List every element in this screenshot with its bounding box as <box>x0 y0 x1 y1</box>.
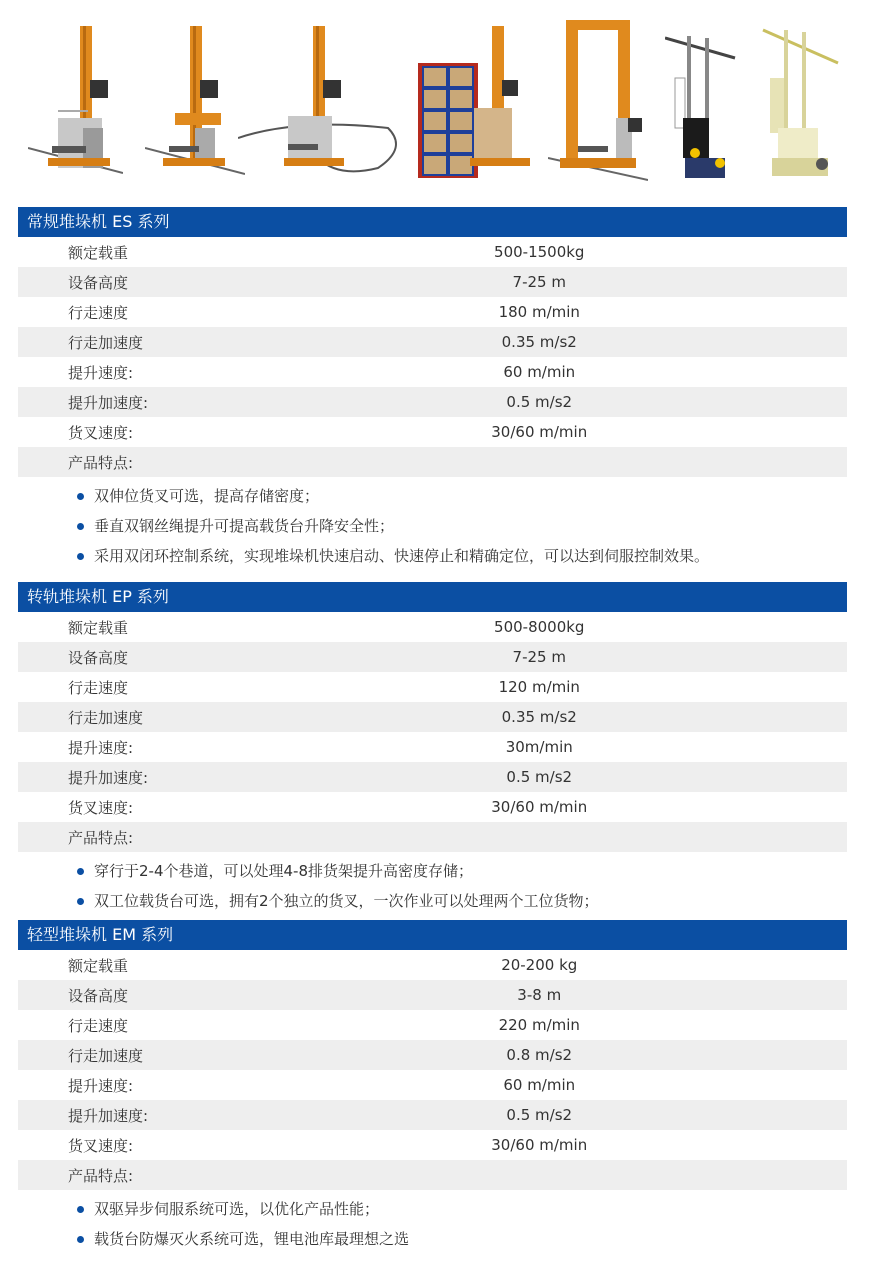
feature-item <box>18 1194 847 1224</box>
spec-value: 7-25 m <box>512 273 566 291</box>
spec-value: 20-200 kg <box>501 956 578 974</box>
spec-value: 0.5 m/s2 <box>506 1106 573 1124</box>
spec-label: 货叉速度: <box>68 1136 134 1155</box>
section-title: 转轨堆垛机 EP 系列 <box>18 582 847 612</box>
spec-row <box>18 612 847 642</box>
stacker-with-rack-image <box>418 18 546 198</box>
spec-row <box>18 237 847 267</box>
spec-label: 设备高度 <box>68 986 129 1005</box>
spec-label: 提升加速度: <box>68 1106 149 1125</box>
es-stacker-image <box>28 18 123 198</box>
section-em-series <box>18 920 847 1254</box>
spec-value: 500-1500kg <box>494 243 585 261</box>
spec-row <box>18 357 847 387</box>
spec-label: 产品特点: <box>68 828 134 847</box>
feature-text: 采用双闭环控制系统，实现堆垛机快速启动、快速停止和精确定位，可以达到伺服控制效果。 <box>94 547 710 565</box>
spec-row <box>18 950 847 980</box>
spec-label: 额定载重 <box>68 956 129 975</box>
spec-label: 产品特点: <box>68 453 134 472</box>
spec-value: 30m/min <box>505 738 573 756</box>
spec-value: 60 m/min <box>503 363 576 381</box>
feature-item <box>18 541 847 571</box>
spec-value: 30/60 m/min <box>491 423 588 441</box>
spec-label: 设备高度 <box>68 273 129 292</box>
spec-value: 30/60 m/min <box>491 1136 588 1154</box>
spec-row <box>18 702 847 732</box>
spec-row <box>18 762 847 792</box>
spec-value: 180 m/min <box>498 303 580 321</box>
spec-row <box>18 267 847 297</box>
spec-value: 60 m/min <box>503 1076 576 1094</box>
feature-text: 双伸位货叉可选，提高存储密度； <box>94 487 320 505</box>
spec-label: 行走速度 <box>68 678 129 697</box>
spec-label: 提升速度: <box>68 363 134 382</box>
spec-value: 220 m/min <box>498 1016 580 1034</box>
feature-list <box>18 481 847 571</box>
spec-row <box>18 980 847 1010</box>
spec-value: 3-8 m <box>517 986 562 1004</box>
spec-label: 额定载重 <box>68 243 129 262</box>
spec-value: 500-8000kg <box>494 618 585 636</box>
feature-item <box>18 481 847 511</box>
spec-row <box>18 1040 847 1070</box>
es-stacker-fork-image <box>145 18 245 198</box>
spec-row <box>18 1070 847 1100</box>
section-ep-series <box>18 582 847 916</box>
ep-curved-rail-stacker-image <box>238 18 403 198</box>
spec-label: 行走加速度 <box>68 708 144 727</box>
spec-value: 30/60 m/min <box>491 798 588 816</box>
section-title: 轻型堆垛机 EM 系列 <box>18 920 847 950</box>
spec-row <box>18 732 847 762</box>
spec-label: 货叉速度: <box>68 798 134 817</box>
light-stacker-white-image <box>758 18 846 198</box>
spec-value: 0.8 m/s2 <box>506 1046 573 1064</box>
spec-value: 0.35 m/s2 <box>501 333 577 351</box>
spec-row <box>18 297 847 327</box>
feature-item <box>18 511 847 541</box>
spec-label: 行走速度 <box>68 1016 129 1035</box>
spec-label: 行走速度 <box>68 303 129 322</box>
spec-value: 0.5 m/s2 <box>506 768 573 786</box>
spec-row <box>18 447 847 477</box>
spec-value: 0.35 m/s2 <box>501 708 577 726</box>
spec-label: 提升加速度: <box>68 393 149 412</box>
spec-value: 7-25 m <box>512 648 566 666</box>
spec-row <box>18 1130 847 1160</box>
spec-row <box>18 1100 847 1130</box>
product-image-strip <box>20 18 846 198</box>
feature-item <box>18 886 847 916</box>
double-mast-stacker-image <box>548 18 648 198</box>
spec-label: 提升加速度: <box>68 768 149 787</box>
feature-text: 垂直双钢丝绳提升可提高载货台升降安全性； <box>94 517 395 535</box>
feature-text: 双驱异步伺服系统可选，以优化产品性能； <box>94 1200 380 1218</box>
spec-row <box>18 327 847 357</box>
spec-row <box>18 1160 847 1190</box>
spec-label: 产品特点: <box>68 1166 134 1185</box>
spec-label: 提升速度: <box>68 738 134 757</box>
spec-row <box>18 672 847 702</box>
feature-text: 双工位载货台可选，拥有2个独立的货叉，一次作业可以处理两个工位货物； <box>94 892 599 910</box>
feature-item <box>18 1224 847 1254</box>
spec-row <box>18 417 847 447</box>
spec-row <box>18 1010 847 1040</box>
spec-row <box>18 792 847 822</box>
spec-label: 货叉速度: <box>68 423 134 442</box>
spec-value: 120 m/min <box>498 678 580 696</box>
spec-label: 行走加速度 <box>68 1046 144 1065</box>
section-es-series <box>18 207 847 571</box>
spec-label: 行走加速度 <box>68 333 144 352</box>
spec-label: 额定载重 <box>68 618 129 637</box>
spec-row <box>18 822 847 852</box>
feature-list <box>18 1194 847 1254</box>
spec-row <box>18 387 847 417</box>
spec-label: 提升速度: <box>68 1076 134 1095</box>
feature-item <box>18 856 847 886</box>
spec-row <box>18 642 847 672</box>
feature-text: 穿行于2-4个巷道，可以处理4-8排货架提升高密度存储； <box>94 862 474 880</box>
feature-text: 载货台防爆灭火系统可选，锂电池库最理想之选 <box>94 1230 410 1248</box>
feature-list <box>18 856 847 916</box>
spec-label: 设备高度 <box>68 648 129 667</box>
light-stacker-black-image <box>665 18 743 198</box>
spec-value: 0.5 m/s2 <box>506 393 573 411</box>
section-title: 常规堆垛机 ES 系列 <box>18 207 847 237</box>
